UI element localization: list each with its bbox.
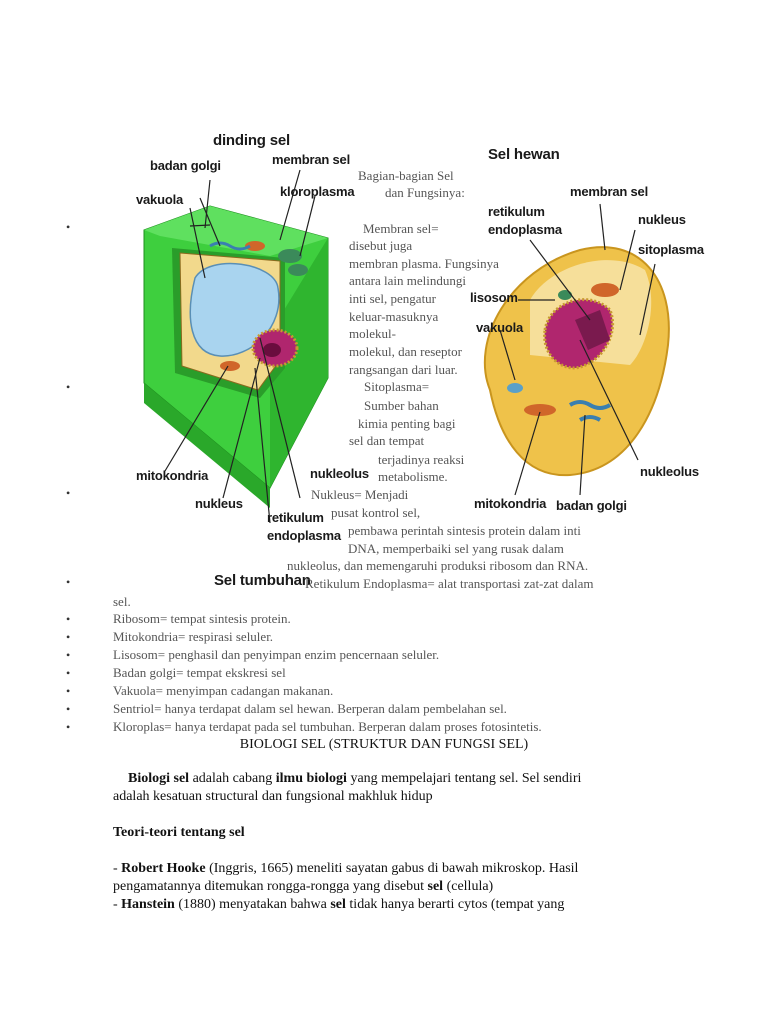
float-line: Nukleus= Menjadi (311, 487, 409, 502)
list-item: Lisosom= penghasil dan penyimpan enzim pencernaan seluler. (113, 647, 440, 662)
term-sel: sel (427, 879, 444, 894)
animal-cell-diagram (470, 140, 710, 530)
bullet-marker: • (66, 684, 71, 698)
hanstein-text: (1880) menyatakan bahwa (174, 897, 331, 912)
bullet-marker: • (66, 575, 71, 589)
plant-label-vakuola: vakuola (136, 192, 184, 207)
float-line: pembawa perintah sintesis protein dalam inti (348, 523, 581, 538)
hanstein-text: tidak hanya berarti cytos (tempat yang (345, 897, 565, 912)
plant-label-badan-golgi: badan golgi (150, 158, 221, 173)
float-line: disebut juga (349, 238, 413, 253)
term-sel: sel (330, 897, 346, 912)
list-item: Sentriol= hanya terdapat dalam sel hewan. Berperan dalam pembelahan sel. (113, 701, 507, 716)
section-heading: Teori-teori tentang sel (113, 825, 245, 840)
hooke-line-2 (113, 879, 493, 895)
plant-label-nukleus: nukleus (195, 496, 243, 511)
animal-label-badan-golgi: badan golgi (556, 498, 627, 513)
list-item: Kloroplas= hanya terdapat pada sel tumbuhan. Berperan dalam proses fotosintetis. (113, 719, 542, 734)
float-line: Retikulum Endoplasma= alat transportasi zat-zat dalam (305, 576, 594, 591)
bullet-marker: • (66, 666, 71, 680)
bullet-marker: • (66, 720, 71, 734)
bullet-marker: • (66, 648, 71, 662)
animal-label-mitokondria: mitokondria (474, 496, 547, 511)
plant-label-endoplasma: endoplasma (267, 528, 341, 543)
intro-line-1 (128, 771, 581, 787)
float-line: sel. (113, 594, 131, 609)
float-line: dan Fungsinya: (385, 185, 465, 200)
intro-text: yang mempelajari tentang sel. Sel sendiri (346, 771, 582, 786)
dash: - (113, 897, 122, 912)
animal-label-endoplasma: endoplasma (488, 222, 562, 237)
scientist-name: Robert Hooke (121, 861, 206, 876)
plant-cell-caption: Sel tumbuhan (214, 572, 311, 589)
plant-label-kloroplasma: kloroplasma (280, 184, 355, 199)
bullet-marker: • (66, 486, 71, 500)
hooke-text: (cellula) (443, 879, 494, 894)
float-line: kimia penting bagi (358, 416, 456, 431)
hanstein-line-1 (113, 897, 564, 913)
plant-label-nukleolus: nukleolus (310, 466, 369, 481)
float-line: nukleolus, dan memengaruhi produksi ribosom dan RNA. (287, 558, 589, 573)
hooke-text: (Inggris, 1665) meneliti sayatan gabus di bawah mikroskop. Hasil (205, 861, 579, 876)
float-line: metabolisme. (378, 469, 448, 484)
animal-label-nukleolus: nukleolus (640, 464, 699, 479)
plant-cell-diagram (100, 128, 369, 598)
animal-label-lisosom: lisosom (470, 290, 518, 305)
animal-label-nukleus: nukleus (638, 212, 686, 227)
plant-label-retikulum: retikulum (267, 510, 324, 525)
float-line: antara lain melindungi (349, 273, 466, 288)
float-line: sel dan tempat (349, 433, 425, 448)
float-line: molekul- (349, 326, 396, 341)
float-line: membran plasma. Fungsinya (349, 256, 499, 271)
animal-label-membran-sel: membran sel (570, 184, 649, 199)
plant-label-mitokondria: mitokondria (136, 468, 209, 483)
animal-label-vakuola: vakuola (476, 320, 524, 335)
list-item: Badan golgi= tempat ekskresi sel (113, 665, 286, 680)
intro-line-2: adalah kesatuan structural dan fungsional makhluk hidup (113, 789, 433, 804)
list-item: Mitokondria= respirasi seluler. (113, 629, 274, 644)
hooke-line-1 (113, 861, 578, 877)
page-title: BIOLOGI SEL (STRUKTUR DAN FUNGSI SEL) (239, 737, 529, 752)
bullet-marker: • (66, 380, 71, 394)
plant-label-dinding-sel: dinding sel (213, 132, 290, 149)
float-line: Membran sel= (363, 221, 439, 236)
list-item: Vakuola= menyimpan cadangan makanan. (113, 683, 334, 698)
list-item: Ribosom= tempat sintesis protein. (113, 611, 291, 626)
dash: - (113, 861, 122, 876)
plant-label-membran-sel: membran sel (272, 152, 351, 167)
scientist-name: Hanstein (121, 897, 175, 912)
bullet-marker: • (66, 220, 71, 234)
float-line: rangsangan dari luar. (349, 362, 458, 377)
bullet-marker: • (66, 612, 71, 626)
intro-text: adalah cabang (189, 771, 276, 786)
float-line: molekul, dan reseptor (349, 344, 462, 359)
term-biologi-sel: Biologi sel (128, 771, 190, 786)
float-line: Sumber bahan (364, 398, 439, 413)
float-line: DNA, memperbaiki sel yang rusak dalam (348, 541, 564, 556)
animal-cell-caption: Sel hewan (488, 146, 560, 163)
float-line: Sitoplasma= (364, 379, 430, 394)
bullet-marker: • (66, 702, 71, 716)
float-line: keluar-masuknya (349, 309, 439, 324)
bullet-marker: • (66, 630, 71, 644)
animal-label-sitoplasma: sitoplasma (638, 242, 704, 257)
float-line: inti sel, pengatur (349, 291, 437, 306)
animal-label-retikulum: retikulum (488, 204, 545, 219)
float-line: terjadinya reaksi (378, 452, 465, 467)
term-ilmu-biologi: ilmu biologi (275, 771, 347, 786)
float-line: Bagian-bagian Sel (358, 168, 454, 183)
hooke-text: pengamatannya ditemukan rongga-rongga yang disebut (113, 879, 428, 894)
float-line: pusat kontrol sel, (331, 505, 421, 520)
